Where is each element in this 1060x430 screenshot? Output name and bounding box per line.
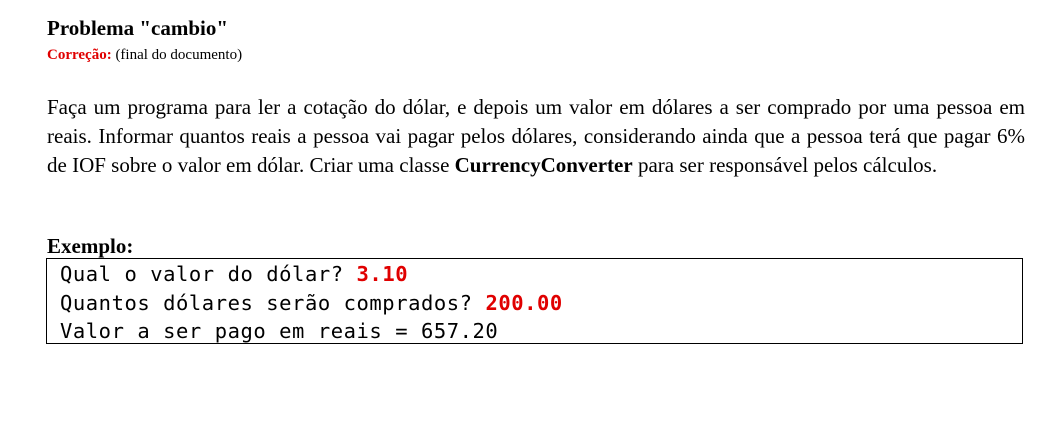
console-prompt: Qual o valor do dólar? (60, 262, 357, 286)
statement-text-after: para ser responsável pelos cálculos. (632, 153, 938, 177)
problem-title: Problema "cambio" (47, 16, 228, 40)
correction-label: Correção: (47, 47, 112, 63)
problem-statement (47, 93, 1025, 180)
example-console-box (46, 258, 1023, 344)
console-output: Valor a ser pago em reais = 657.20 (60, 319, 499, 343)
statement-class-name: CurrencyConverter (454, 153, 633, 177)
correction-line (47, 46, 242, 65)
console-line (60, 289, 1022, 318)
console-line (60, 260, 1022, 289)
console-prompt: Quantos dólares serão comprados? (60, 290, 486, 315)
example-heading: Exemplo: (47, 234, 134, 258)
console-line (60, 317, 1022, 346)
console-input: 200.00 (485, 290, 563, 315)
correction-note: (final do documento) (115, 47, 243, 63)
console-input: 3.10 (356, 262, 409, 286)
statement-text-before: Faça um programa para ler a cotação do dólar, e depois um valor em dólares a ser comprado por uma pessoa em reais. Informar quantos reais a pessoa vai pagar pelos dólares, considerando ainda que a pessoa terá que pagar 6% de IOF sobre o valor em dólar. Criar uma classe (47, 95, 1025, 177)
